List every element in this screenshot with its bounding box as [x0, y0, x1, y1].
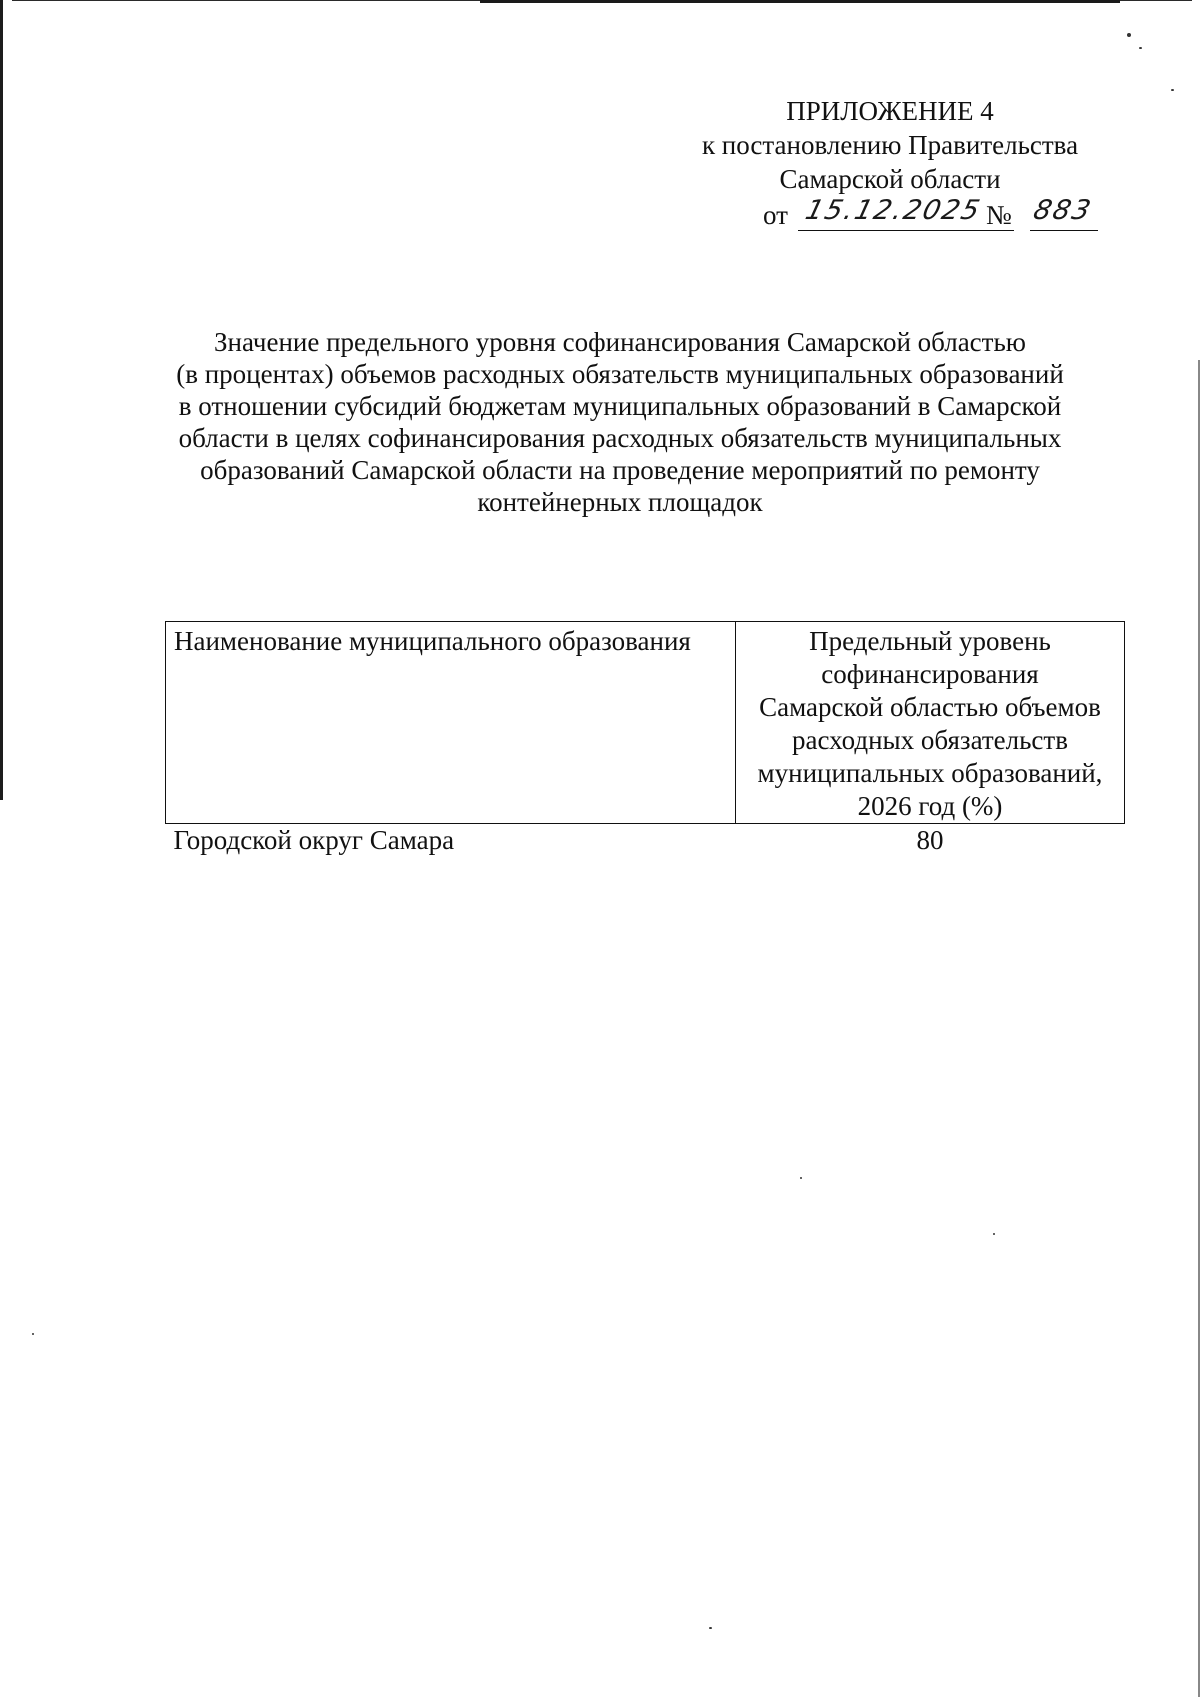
header-level-line: расходных обязательств — [792, 725, 1068, 755]
number-field — [1030, 195, 1098, 231]
scan-speck — [993, 1233, 995, 1235]
scan-border-left — [0, 0, 3, 800]
document-title-line: контейнерных площадок — [477, 487, 763, 517]
document-title-line: в отношении субсидий бюджетам муниципальных образований в Самарской — [178, 391, 1062, 421]
cofinancing-table — [165, 621, 1125, 857]
document-title-line: (в процентах) объемов расходных обязательств муниципальных образований — [176, 359, 1064, 389]
scan-speck — [32, 1333, 34, 1335]
handwritten-number: 883 — [1030, 195, 1096, 226]
date-field — [798, 195, 1014, 231]
appendix-title: ПРИЛОЖЕНИЕ 4 — [786, 96, 994, 126]
scan-speck — [1127, 33, 1131, 37]
number-prefix: № — [986, 200, 1012, 230]
scan-speck — [709, 1627, 712, 1629]
header-municipality-name: Наименование муниципального образования — [166, 622, 736, 824]
header-cofinancing-level — [736, 622, 1125, 824]
header-level-line: софинансирования — [821, 659, 1039, 689]
document-title — [150, 326, 1090, 518]
approval-block — [620, 94, 1160, 236]
handwritten-date: 15.12.2025 — [802, 195, 985, 226]
scan-speck — [800, 1177, 802, 1179]
municipality-name-cell: Городской округ Самара — [173, 825, 455, 855]
header-level-line: Самарской областью объемов — [759, 692, 1101, 722]
date-prefix: от — [763, 200, 788, 230]
header-level-line: Предельный уровень — [809, 626, 1051, 656]
header-level-line: муниципальных образований, — [757, 758, 1103, 788]
header-level-line: 2026 год (%) — [857, 791, 1003, 821]
document-title-line: области в целях софинансирования расходных обязательств муниципальных — [178, 423, 1062, 453]
document-title-line: образований Самарской области на проведение мероприятий по ремонту — [200, 455, 1040, 485]
scan-border-top-accent — [480, 0, 1120, 3]
table-row — [166, 824, 1125, 858]
appendix-line-resolution: к постановлению Правительства — [701, 130, 1079, 160]
appendix-line-region: Самарской области — [779, 164, 1001, 194]
scan-speck — [1139, 47, 1142, 49]
table-header-row — [166, 622, 1125, 824]
document-title-line: Значение предельного уровня софинансирования Самарской областью — [214, 327, 1026, 357]
appendix-date-line — [620, 196, 1160, 236]
scan-speck — [1171, 89, 1174, 91]
cofinancing-level-cell: 80 — [916, 825, 944, 855]
